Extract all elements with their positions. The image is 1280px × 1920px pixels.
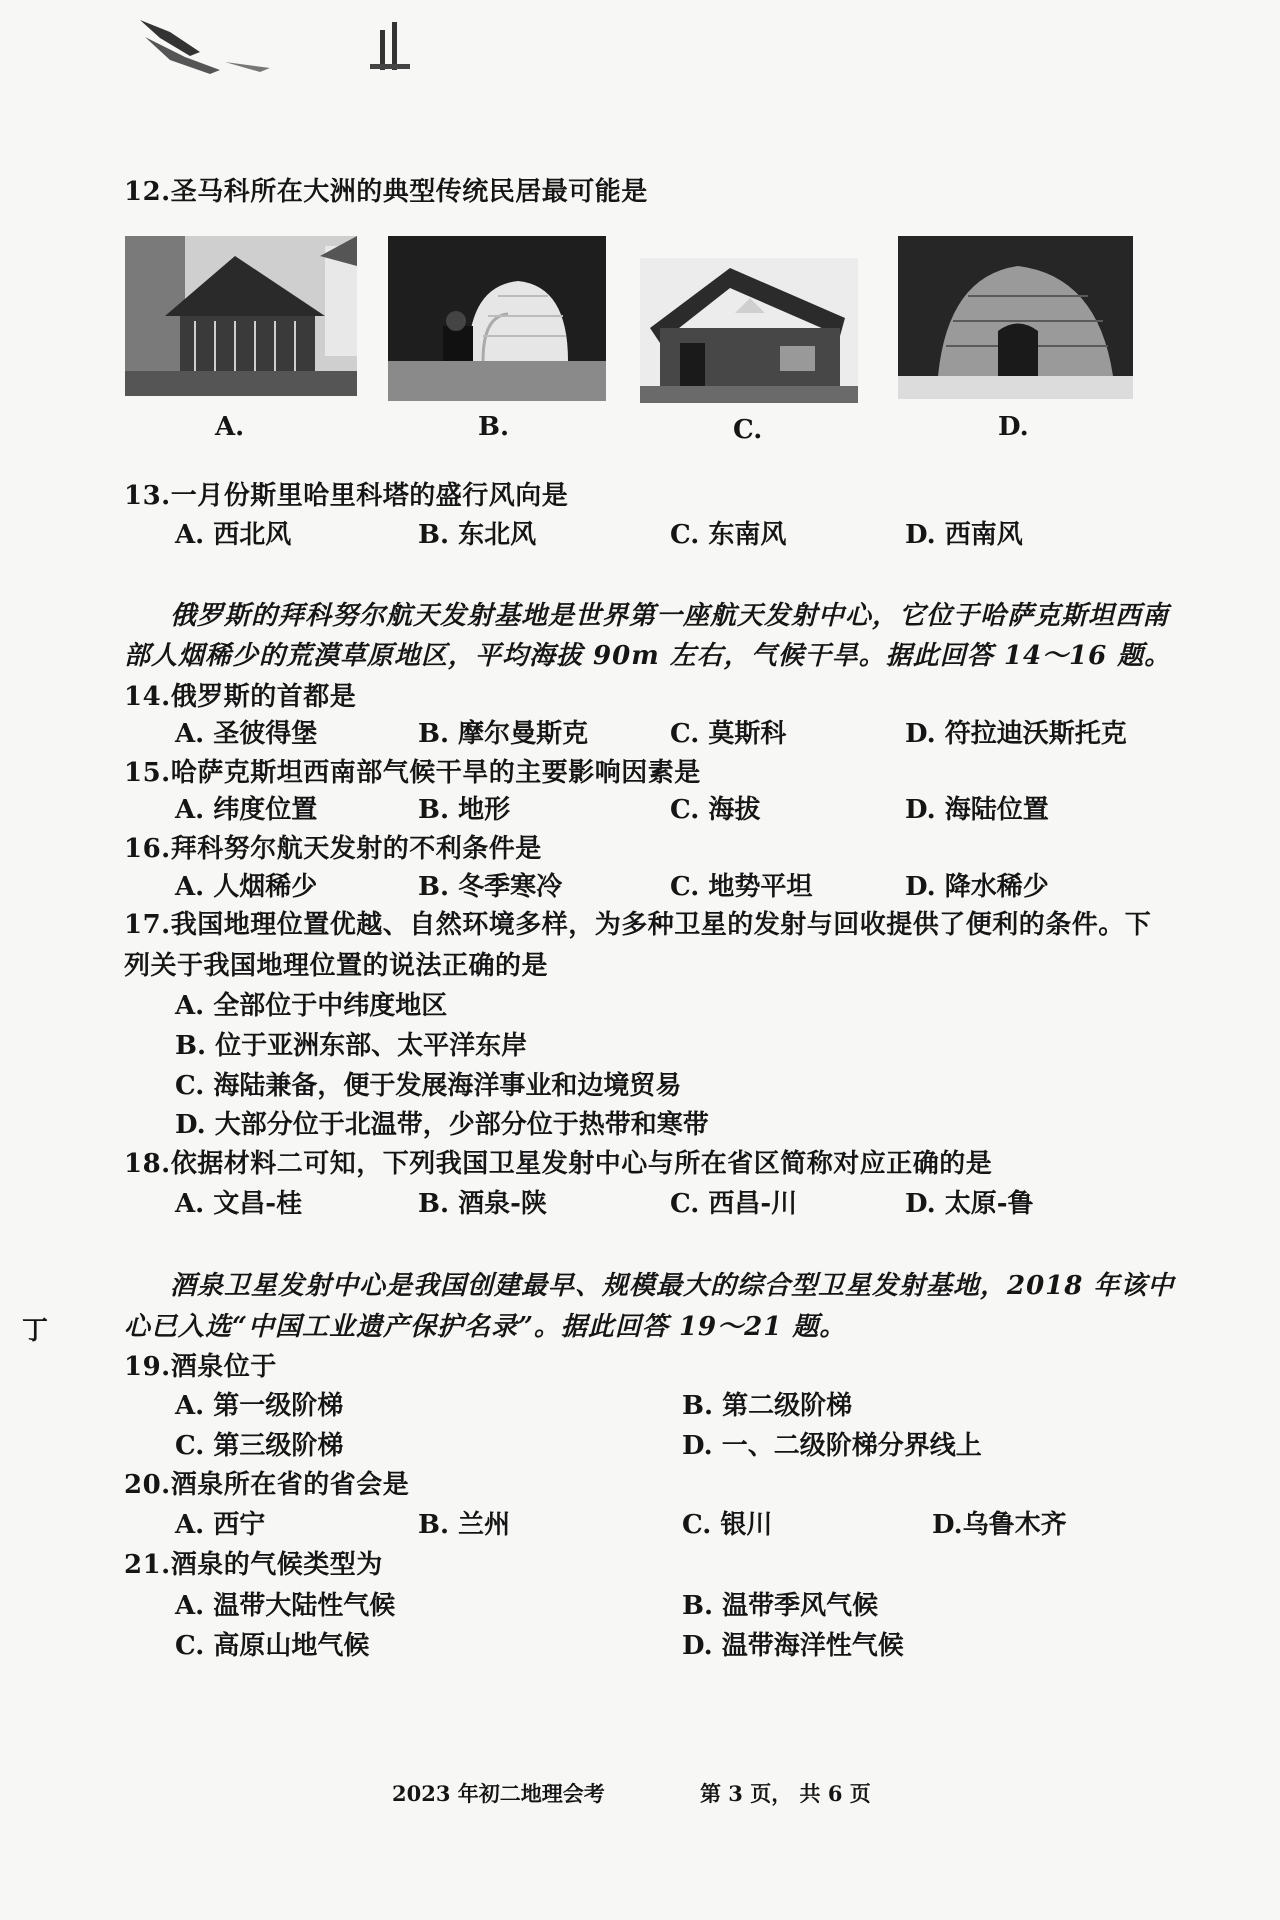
q18-option-b: B. 酒泉-陕 [418,1189,547,1219]
question-21-stem: 21.酒泉的气候类型为 [124,1550,383,1580]
q15-option-b: B. 地形 [418,795,511,825]
question-19-stem: 19.酒泉位于 [124,1352,277,1382]
question-18-stem: 18.依据材料二可知，下列我国卫星发射中心与所在省区简称对应正确的是 [124,1149,993,1179]
margin-mark: 丁 [22,1316,49,1346]
q16-option-b: B. 冬季寒冷 [418,872,563,902]
q21-option-a: A. 温带大陆性气候 [175,1591,396,1621]
question-15-stem: 15.哈萨克斯坦西南部气候干旱的主要影响因素是 [124,758,701,788]
q17-option-d: D. 大部分位于北温带，少部分位于热带和寒带 [175,1110,709,1140]
q18-option-c: C. 西昌-川 [670,1189,798,1219]
q21-option-b: B. 温带季风气候 [682,1591,879,1621]
footer-page-info: 第 3 页， 共 6 页 [700,1781,871,1806]
q17-option-a: A. 全部位于中纬度地区 [175,991,448,1021]
question-12-stem: 12.圣马科所在大洲的典型传统民居最可能是 [124,177,648,207]
q14-option-c: C. 莫斯科 [670,719,787,749]
dwelling-photo-c [640,258,858,403]
photo-label-a: A. [215,412,245,442]
q18-option-d: D. 太原-鲁 [905,1189,1034,1219]
q20-option-a: A. 西宁 [175,1510,266,1540]
q15-option-d: D. 海陆位置 [905,795,1049,825]
passage-2-line-2: 心已入选“中国工业遗产保护名录”。据此回答 19～21 题。 [124,1312,847,1342]
question-17-stem-line-1: 17.我国地理位置优越、自然环境多样，为多种卫星的发射与回收提供了便利的条件。下 [124,910,1152,940]
q16-option-d: D. 降水稀少 [905,872,1049,902]
q13-option-a: A. 西北风 [175,520,292,550]
q14-option-d: D. 符拉迪沃斯托克 [905,719,1127,749]
q14-option-a: A. 圣彼得堡 [175,719,318,749]
q19-option-b: B. 第二级阶梯 [682,1391,853,1421]
q13-option-c: C. 东南风 [670,520,787,550]
q19-option-d: D. 一、二级阶梯分界线上 [682,1431,982,1461]
photo-label-b: B. [478,412,510,442]
passage-1-line-2: 部人烟稀少的荒漠草原地区，平均海拔 90m 左右，气候干旱。据此回答 14～16 题。 [124,641,1172,671]
q19-option-c: C. 第三级阶梯 [175,1431,344,1461]
question-16-stem: 16.拜科努尔航天发射的不利条件是 [124,834,542,864]
photo-label-c: C. [733,415,763,445]
q15-option-c: C. 海拔 [670,795,761,825]
footer-exam-title: 2023 年初二地理会考 [392,1781,605,1806]
q17-option-b: B. 位于亚洲东部、太平洋东岸 [175,1031,528,1061]
q21-option-d: D. 温带海洋性气候 [682,1631,904,1661]
q19-option-a: A. 第一级阶梯 [175,1391,344,1421]
question-20-stem: 20.酒泉所在省的省会是 [124,1470,410,1500]
passage-2-line-1: 酒泉卫星发射中心是我国创建最早、规模最大的综合型卫星发射基地，2018 年该中 [170,1271,1175,1301]
q14-option-b: B. 摩尔曼斯克 [418,719,589,749]
q13-option-b: B. 东北风 [418,520,537,550]
question-13-stem: 13.一月份斯里哈里科塔的盛行风向是 [124,481,569,511]
q16-option-c: C. 地势平坦 [670,872,813,902]
q17-option-c: C. 海陆兼备，便于发展海洋事业和边境贸易 [175,1071,682,1101]
q20-option-c: C. 银川 [682,1510,773,1540]
top-figure-remnant [130,12,450,82]
dwelling-photo-a [125,236,357,396]
q13-option-d: D. 西南风 [905,520,1023,550]
dwelling-photo-b [388,236,606,401]
q18-option-a: A. 文昌-桂 [175,1189,303,1219]
dwelling-photo-d [898,236,1133,399]
passage-1-line-1: 俄罗斯的拜科努尔航天发射基地是世界第一座航天发射中心，它位于哈萨克斯坦西南 [170,601,1170,631]
question-17-stem-line-2: 列关于我国地理位置的说法正确的是 [124,951,549,981]
photo-label-d: D. [998,412,1029,442]
question-14-stem: 14.俄罗斯的首都是 [124,682,357,712]
q15-option-a: A. 纬度位置 [175,795,318,825]
q20-option-d: D.乌鲁木齐 [932,1510,1067,1540]
q16-option-a: A. 人烟稀少 [175,872,318,902]
q20-option-b: B. 兰州 [418,1510,511,1540]
q21-option-c: C. 高原山地气候 [175,1631,370,1661]
